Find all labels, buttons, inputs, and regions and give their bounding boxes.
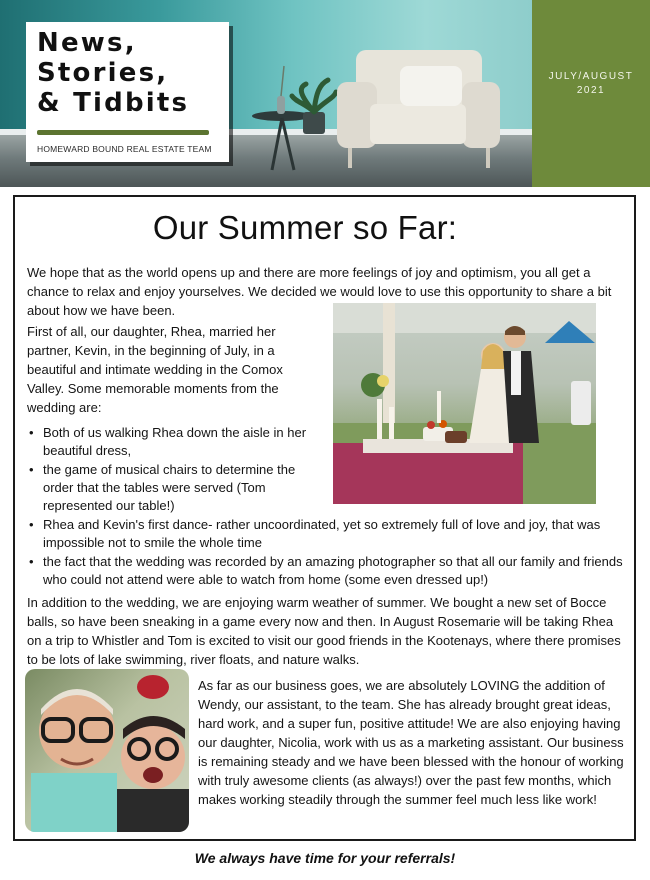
article-box [13,195,636,841]
list-item: • Both of us walking Rhea down the aisle in her beautiful dress, [25,424,325,460]
intro-paragraph: We hope that as the world opens up and there are more feelings of joy and optimism, you all get a chance to relax and enjoy yourselves. We decided we would love to use this opportunity to share a bit about how we have been. [27,265,612,318]
referral-tagline: We always have time for your referrals! [194,850,456,866]
summer-paragraph: In addition to the wedding, we are enjoying warm weather of summer. We bought a new set of Bocce balls, so have been sneaking in a game every now and then. In August Rosemarie will be taking Rhea on a trip to Whistler and Tom is excited to visit our good friends in the Kootenays, where there promises to be lots of lake swimming, river floats, and nature walks. [27,595,621,667]
issue-month: JULY/AUGUST [548,71,634,82]
masthead-card [26,22,229,162]
issue-date-panel [532,0,650,187]
list-item: • the fact that the wedding was recorded by an amazing photographer so that all our family and friends who could not attend were able to watch from home (some even dressed up!) [25,553,630,589]
issue-date [532,70,650,98]
newsletter-title: News, Stories, & Tidbits [37,28,190,118]
business-paragraph: As far as our business goes, we are absolutely LOVING the addition of Wendy, our assistant, to the team. She has already brought great ideas, hard work, and a super fun, positive attitude! We are also enjoying having our daughter, Nicolia, work with us as a marketing assistant. Our business is remaining steady and we have been blessed with the honour of working with truly awesome clients (as always!) over the past few months, which makes working steadily through the summer feel much less like work! [198,678,624,807]
list-item: • Rhea and Kevin's first dance- rather uncoordinated, yet so extremely full of love and joy, that was impossible not to smile the whole time [25,516,630,552]
list-item: • the game of musical chairs to determine the order that the tables were served (Tom represented our table!) [25,461,325,515]
couple-selfie-photo [25,669,189,832]
team-name: HOMEWARD BOUND REAL ESTATE TEAM [37,144,212,154]
article-heading: Our Summer so Far: [152,209,458,246]
title-divider [37,130,209,135]
wedding-paragraph: First of all, our daughter, Rhea, married her partner, Kevin, in the beginning of July, in a beautiful and intimate wedding in the Comox Valley. Some memorable moments from the wedding are: [27,324,283,415]
newsletter-header [0,0,650,187]
issue-year: 2021 [576,85,606,96]
wedding-moments-list [25,424,630,590]
couple-photo-illustration [25,669,189,832]
